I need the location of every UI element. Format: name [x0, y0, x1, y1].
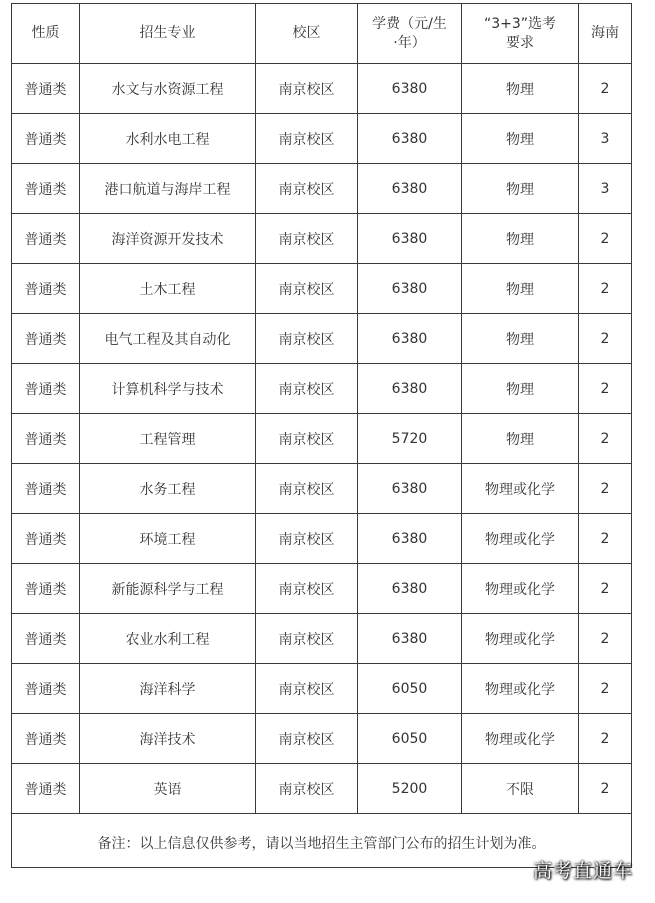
cell-hainan: 2	[579, 264, 632, 314]
cell-campus: 南京校区	[256, 564, 358, 614]
table-row	[12, 664, 632, 714]
cell-major: 土木工程	[80, 264, 256, 314]
cell-type: 普通类	[12, 664, 80, 714]
cell-type: 普通类	[12, 114, 80, 164]
cell-major: 水文与水资源工程	[80, 64, 256, 114]
cell-fee: 6380	[358, 614, 462, 664]
cell-campus: 南京校区	[256, 514, 358, 564]
cell-hainan: 2	[579, 664, 632, 714]
cell-requirement: 物理或化学	[462, 614, 579, 664]
cell-fee: 6380	[358, 464, 462, 514]
cell-hainan: 2	[579, 314, 632, 364]
cell-campus: 南京校区	[256, 214, 358, 264]
cell-hainan: 2	[579, 564, 632, 614]
cell-major: 新能源科学与工程	[80, 564, 256, 614]
cell-campus: 南京校区	[256, 714, 358, 764]
header-requirement	[462, 4, 579, 64]
cell-type: 普通类	[12, 164, 80, 214]
cell-fee: 6380	[358, 364, 462, 414]
cell-fee: 6380	[358, 314, 462, 364]
cell-hainan: 2	[579, 214, 632, 264]
cell-type: 普通类	[12, 464, 80, 514]
cell-requirement: 物理	[462, 364, 579, 414]
cell-fee: 6380	[358, 114, 462, 164]
cell-hainan: 2	[579, 364, 632, 414]
header-fee-line2: ·年）	[393, 34, 426, 51]
cell-requirement: 物理	[462, 314, 579, 364]
table-row	[12, 114, 632, 164]
cell-requirement: 物理或化学	[462, 664, 579, 714]
cell-campus: 南京校区	[256, 664, 358, 714]
header-requirement-line2: 要求	[506, 34, 534, 51]
cell-type: 普通类	[12, 364, 80, 414]
cell-major: 计算机科学与技术	[80, 364, 256, 414]
cell-requirement: 不限	[462, 764, 579, 814]
cell-type: 普通类	[12, 564, 80, 614]
cell-campus: 南京校区	[256, 114, 358, 164]
note-text: 备注：以上信息仅供参考，请以当地招生主管部门公布的招生计划为准。	[12, 814, 632, 868]
header-campus: 校区	[256, 4, 358, 64]
header-major: 招生专业	[80, 4, 256, 64]
cell-type: 普通类	[12, 314, 80, 364]
cell-requirement: 物理	[462, 414, 579, 464]
table-row	[12, 464, 632, 514]
cell-major: 英语	[80, 764, 256, 814]
cell-campus: 南京校区	[256, 414, 358, 464]
cell-major: 水利水电工程	[80, 114, 256, 164]
cell-fee: 6380	[358, 264, 462, 314]
cell-type: 普通类	[12, 264, 80, 314]
cell-type: 普通类	[12, 514, 80, 564]
cell-requirement: 物理	[462, 264, 579, 314]
cell-requirement: 物理或化学	[462, 564, 579, 614]
cell-hainan: 2	[579, 414, 632, 464]
table-row	[12, 314, 632, 364]
cell-major: 农业水利工程	[80, 614, 256, 664]
cell-campus: 南京校区	[256, 364, 358, 414]
cell-requirement: 物理	[462, 214, 579, 264]
cell-major: 港口航道与海岸工程	[80, 164, 256, 214]
cell-hainan: 2	[579, 464, 632, 514]
table-row	[12, 714, 632, 764]
cell-major: 电气工程及其自动化	[80, 314, 256, 364]
cell-major: 海洋科学	[80, 664, 256, 714]
cell-hainan: 2	[579, 614, 632, 664]
cell-major: 海洋资源开发技术	[80, 214, 256, 264]
cell-fee: 6380	[358, 214, 462, 264]
cell-requirement: 物理或化学	[462, 714, 579, 764]
table-row	[12, 614, 632, 664]
cell-major: 环境工程	[80, 514, 256, 564]
cell-fee: 6380	[358, 514, 462, 564]
table-row	[12, 514, 632, 564]
cell-campus: 南京校区	[256, 464, 358, 514]
cell-type: 普通类	[12, 214, 80, 264]
cell-requirement: 物理或化学	[462, 464, 579, 514]
cell-hainan: 2	[579, 764, 632, 814]
cell-campus: 南京校区	[256, 764, 358, 814]
cell-fee: 6380	[358, 564, 462, 614]
cell-type: 普通类	[12, 614, 80, 664]
cell-requirement: 物理	[462, 114, 579, 164]
cell-major: 水务工程	[80, 464, 256, 514]
cell-campus: 南京校区	[256, 614, 358, 664]
cell-hainan: 2	[579, 64, 632, 114]
cell-type: 普通类	[12, 414, 80, 464]
cell-campus: 南京校区	[256, 64, 358, 114]
admissions-table	[11, 3, 632, 868]
header-hainan: 海南	[579, 4, 632, 64]
cell-type: 普通类	[12, 764, 80, 814]
cell-hainan: 3	[579, 114, 632, 164]
cell-campus: 南京校区	[256, 164, 358, 214]
cell-fee: 6050	[358, 664, 462, 714]
table-row	[12, 764, 632, 814]
header-fee-line1: 学费（元/生	[372, 15, 447, 32]
cell-major: 海洋技术	[80, 714, 256, 764]
table-row	[12, 564, 632, 614]
header-row	[12, 4, 632, 64]
table-row	[12, 164, 632, 214]
cell-campus: 南京校区	[256, 264, 358, 314]
cell-hainan: 2	[579, 714, 632, 764]
table-row	[12, 364, 632, 414]
cell-type: 普通类	[12, 714, 80, 764]
cell-hainan: 3	[579, 164, 632, 214]
cell-fee: 6380	[358, 64, 462, 114]
cell-requirement: 物理	[462, 164, 579, 214]
cell-fee: 6050	[358, 714, 462, 764]
header-fee	[358, 4, 462, 64]
cell-hainan: 2	[579, 514, 632, 564]
cell-type: 普通类	[12, 64, 80, 114]
table-row	[12, 64, 632, 114]
table-row	[12, 214, 632, 264]
cell-fee: 6380	[358, 164, 462, 214]
header-requirement-line1: “3+3”选考	[483, 15, 557, 32]
cell-campus: 南京校区	[256, 314, 358, 364]
table-body	[12, 64, 632, 868]
cell-major: 工程管理	[80, 414, 256, 464]
cell-fee: 5200	[358, 764, 462, 814]
header-type: 性质	[12, 4, 80, 64]
cell-requirement: 物理	[462, 64, 579, 114]
cell-fee: 5720	[358, 414, 462, 464]
table-row	[12, 414, 632, 464]
cell-requirement: 物理或化学	[462, 514, 579, 564]
table-row	[12, 264, 632, 314]
watermark: 高考直通车	[532, 860, 633, 882]
